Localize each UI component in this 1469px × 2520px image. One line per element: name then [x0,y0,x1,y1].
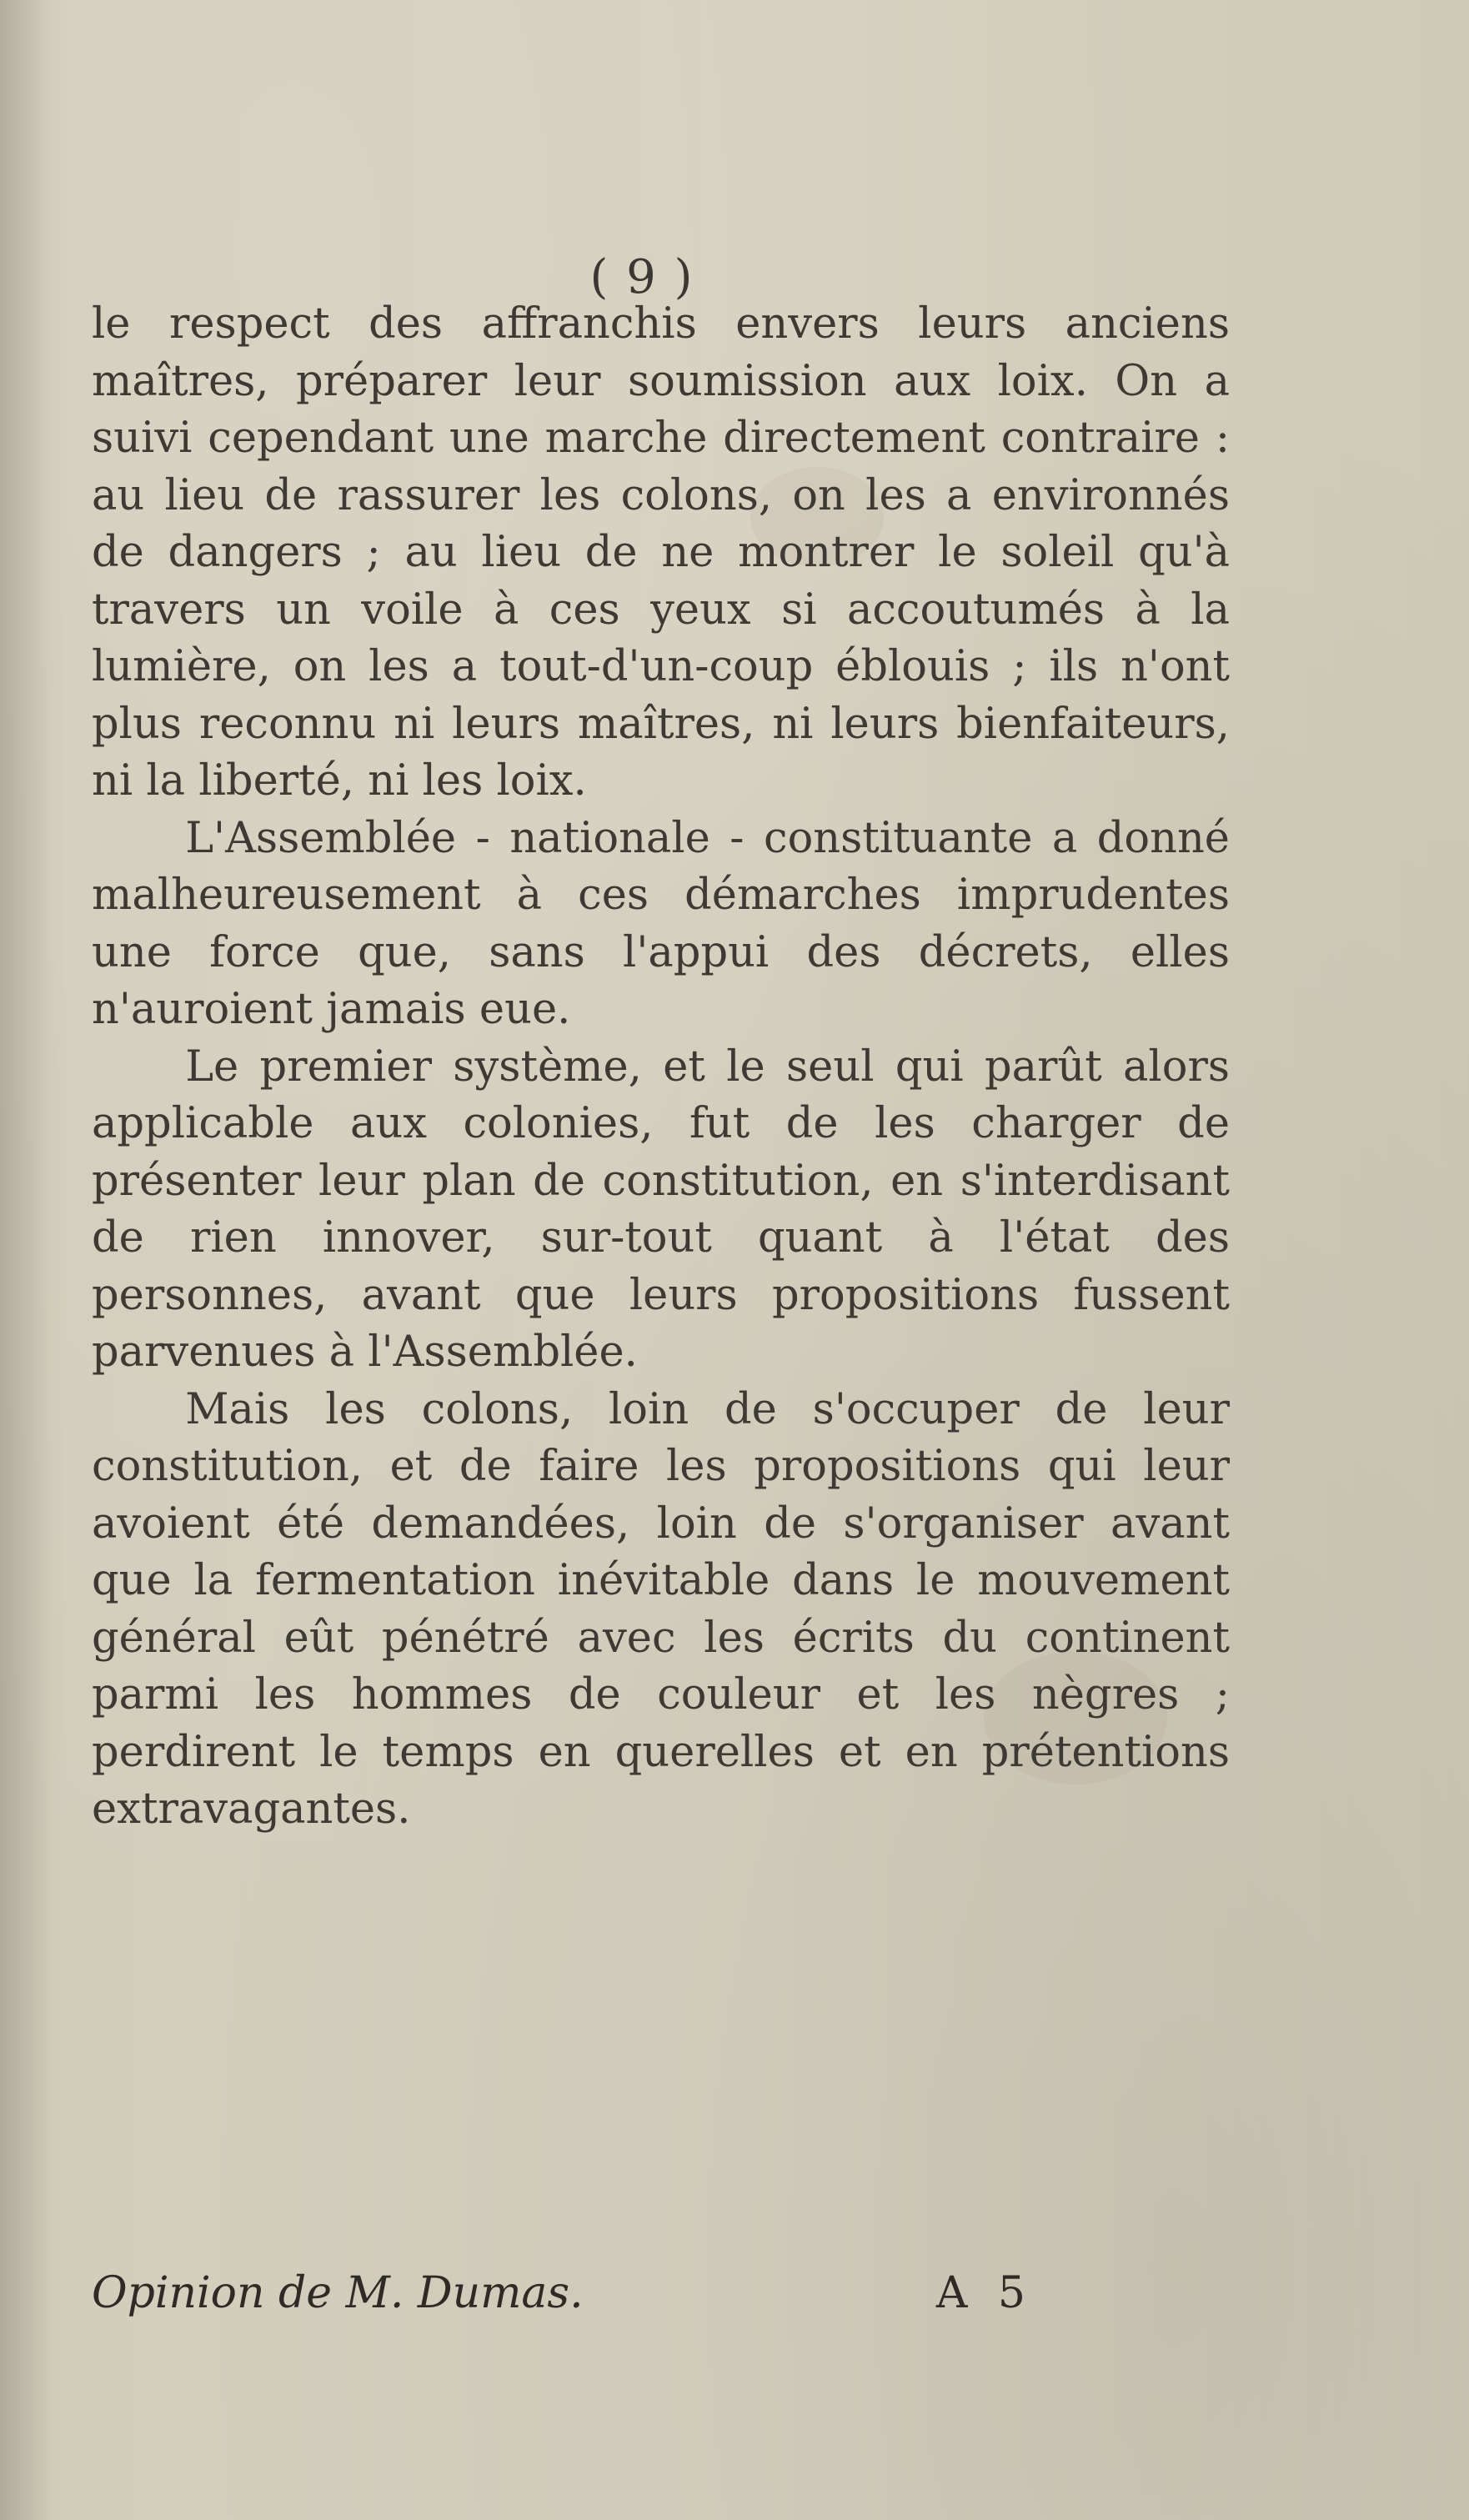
page-number: ( 9 ) [589,250,694,304]
paragraph-3: Le premier système, et le seul qui parût alors applicable aux colonies, fut de les charger de présenter leur plan de constitution, en s'interdisant de rien innover, sur-tout quant à l'état des personnes, avant que leurs propositions fussent parvenues à l'Assemblée. [92,1042,1230,1377]
paragraph-1: le respect des affranchis envers leurs anciens maîtres, préparer leur soumission aux loix. On a suivi cependant une marche directement contraire : au lieu de rassurer les colons, on les a environnés de dangers ; au lieu de ne montrer le soleil qu'à travers un voile à ces yeux si accoutumés à la lumière, on les a tout-d'un-coup éblouis ; ils n'ont plus reconnu ni leurs maîtres, ni leurs bienfaiteurs, ni la liberté, ni les loix. [92,299,1230,806]
running-footer-title: Opinion de M. Dumas. [92,2268,584,2318]
paragraph-4: Mais les colons, loin de s'occuper de leur constitution, et de faire les propositions qui leur avoient été demandées, loin de s'organiser avant que la fermentation inévitable dans le mouvement général eût pénétré avec les écrits du continent parmi les hommes de couleur et les nègres ; perdirent le temps en querelles et en prétentions extravagantes. [92,1384,1230,1834]
body-text [92,296,1230,1839]
page-footer [92,2268,1034,2318]
signature-mark: A 5 [935,2268,1034,2318]
paragraph-2: L'Assemblée - nationale - constituante a donné malheureusement à ces démarches imprudentes une force que, sans l'appui des décrets, elles n'auroient jamais eue. [92,813,1230,1034]
spine-shadow [0,0,50,2520]
